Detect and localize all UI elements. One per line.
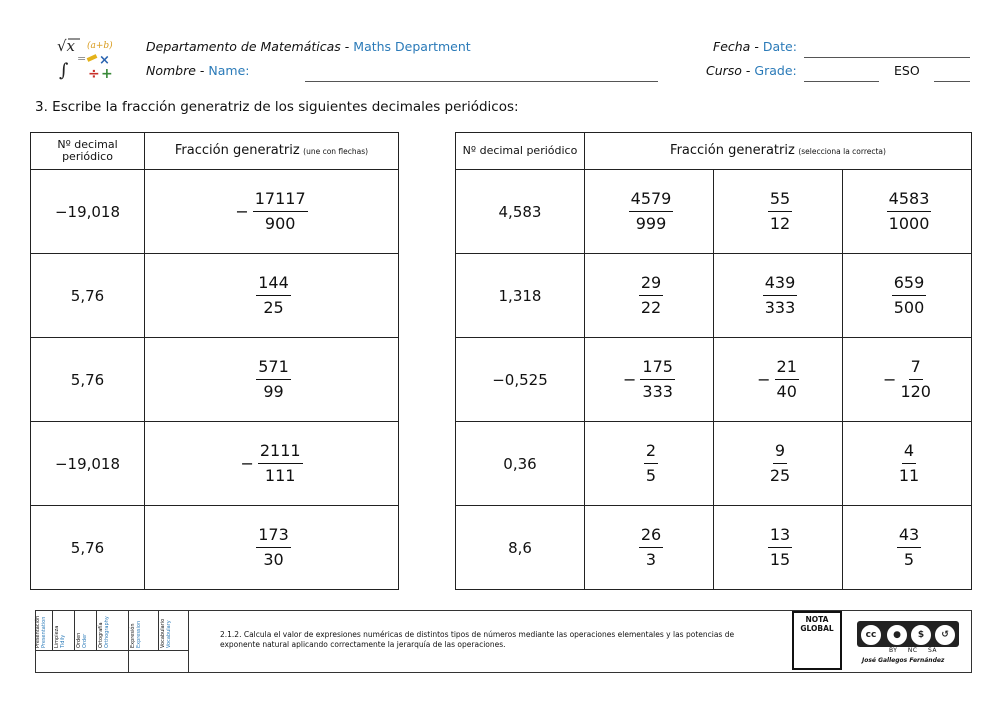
separator: - xyxy=(340,39,354,54)
fraction-numerator: 26 xyxy=(639,526,663,548)
fraction-cell[interactable] xyxy=(145,338,399,422)
department-label-en: Maths Department xyxy=(353,39,471,54)
fraction-denominator: 111 xyxy=(264,466,296,485)
option-cell[interactable] xyxy=(585,338,714,422)
decimal-cell xyxy=(456,338,585,422)
fraction-numerator: 13 xyxy=(768,526,792,548)
date-label: Fecha xyxy=(713,39,751,54)
fraction-denominator: 25 xyxy=(263,298,284,317)
fraction-numerator: 4579 xyxy=(629,190,674,212)
name-label-en: Name: xyxy=(208,63,250,78)
option-cell[interactable] xyxy=(843,254,972,338)
fraction-denominator: 120 xyxy=(900,382,931,401)
option-cell[interactable] xyxy=(714,254,843,338)
fraction-denominator: 12 xyxy=(769,214,791,233)
license-label: BY NC SA xyxy=(889,647,937,654)
decimal-cell xyxy=(456,506,585,590)
decimal-value: −0,525 xyxy=(492,371,548,389)
svg-text:√x: √x xyxy=(57,37,76,55)
name-label: Nombre xyxy=(146,63,196,78)
decimal-value: 5,76 xyxy=(70,539,105,557)
rubric-expression: Expresión Expression xyxy=(128,611,159,650)
fraction-cell[interactable] xyxy=(145,422,399,506)
option-cell[interactable] xyxy=(585,506,714,590)
course-label-en: Grade: xyxy=(754,63,797,78)
separator: - xyxy=(741,63,755,78)
option-cell[interactable] xyxy=(714,170,843,254)
fraction-denominator: 333 xyxy=(642,382,673,401)
fraction-denominator: 5 xyxy=(903,550,915,569)
fraction-numerator: 439 xyxy=(763,274,798,296)
fraction-numerator: 659 xyxy=(892,274,927,296)
option-cell[interactable] xyxy=(585,170,714,254)
course-field[interactable] xyxy=(804,81,879,82)
decimal-value: −19,018 xyxy=(54,455,121,473)
sa-icon: ↺ xyxy=(934,624,956,646)
fraction-denominator: 999 xyxy=(635,214,667,233)
fraction-denominator: 1000 xyxy=(888,214,930,233)
decimal-cell xyxy=(31,254,145,338)
nc-icon: $ xyxy=(910,624,932,646)
math-logo xyxy=(55,36,125,82)
fraction-denominator: 22 xyxy=(640,298,662,317)
fraction-denominator: 500 xyxy=(893,298,925,317)
option-cell[interactable] xyxy=(843,170,972,254)
eso-group-field[interactable] xyxy=(934,81,970,82)
right-col-fraction-header: Fracción generatriz (selecciona la correcta) xyxy=(585,133,972,170)
fraction-denominator: 11 xyxy=(898,466,920,485)
fraction-sign: − xyxy=(623,370,637,389)
fraction-numerator: 144 xyxy=(256,274,291,296)
rubric-orthography: Ortografía Orthography xyxy=(96,611,129,650)
decimal-value: −19,018 xyxy=(54,203,121,221)
right-selection-table xyxy=(455,132,972,590)
svg-text:+: + xyxy=(101,66,113,82)
fraction-sign: − xyxy=(240,454,254,473)
fraction-sign: − xyxy=(883,370,897,389)
rubric-presentation: Presentación Presentation xyxy=(36,611,53,650)
decimal-value: 4,583 xyxy=(498,203,542,221)
course-line xyxy=(706,63,797,78)
fraction-sign: − xyxy=(235,202,249,221)
date-line xyxy=(713,39,797,54)
decimal-cell xyxy=(456,254,585,338)
decimal-cell xyxy=(456,422,585,506)
option-cell[interactable] xyxy=(585,422,714,506)
rubric-order: Orden Order xyxy=(74,611,97,650)
decimal-value: 5,76 xyxy=(70,287,105,305)
global-grade-label: NOTA GLOBAL xyxy=(800,615,834,633)
math-logo-icon xyxy=(55,36,125,82)
decimal-cell xyxy=(31,338,145,422)
svg-text:=: = xyxy=(77,52,87,65)
by-icon: ● xyxy=(886,624,908,646)
fraction-numerator: 21 xyxy=(775,358,799,380)
fraction-numerator: 2 xyxy=(644,442,658,464)
fraction-denominator: 15 xyxy=(769,550,791,569)
fraction-numerator: 43 xyxy=(897,526,921,548)
svg-text:(a+b): (a+b) xyxy=(87,41,113,51)
fraction-numerator: 55 xyxy=(768,190,792,212)
right-col-decimal-header: Nº decimal periódico xyxy=(456,133,585,170)
decimal-value: 0,36 xyxy=(503,455,537,473)
global-grade-box[interactable] xyxy=(792,611,842,670)
svg-text:÷: ÷ xyxy=(88,66,100,82)
fraction-sign: − xyxy=(757,370,771,389)
left-matching-table xyxy=(30,132,399,590)
fraction-cell[interactable] xyxy=(145,254,399,338)
cc-license-badge xyxy=(857,621,959,647)
decimal-value: 8,6 xyxy=(508,539,532,557)
separator: - xyxy=(750,39,763,54)
fraction-denominator: 25 xyxy=(769,466,791,485)
cc-icon: cc xyxy=(860,624,882,646)
department-line xyxy=(146,39,471,54)
fraction-denominator: 900 xyxy=(264,214,296,233)
separator: - xyxy=(195,63,209,78)
decimal-cell xyxy=(31,506,145,590)
decimal-cell xyxy=(456,170,585,254)
fraction-denominator: 40 xyxy=(776,382,797,401)
date-label-en: Date: xyxy=(762,39,797,54)
left-col-fraction-header: Fracción generatriz (une con flechas) xyxy=(145,133,399,170)
fraction-denominator: 99 xyxy=(263,382,284,401)
decimal-value: 1,318 xyxy=(498,287,542,305)
decimal-value: 5,76 xyxy=(70,371,105,389)
fraction-denominator: 5 xyxy=(645,466,657,485)
option-cell[interactable] xyxy=(714,338,843,422)
fraction-cell[interactable] xyxy=(145,170,399,254)
fraction-denominator: 30 xyxy=(263,550,284,569)
option-cell[interactable] xyxy=(843,338,972,422)
fraction-numerator: 4583 xyxy=(887,190,932,212)
rubric-vocabulary: Vocabulario Vocabulary xyxy=(158,611,189,650)
course-label: Curso xyxy=(706,63,742,78)
fraction-numerator: 571 xyxy=(256,358,291,380)
decimal-cell xyxy=(31,422,145,506)
author-name: José Gallegos Fernández xyxy=(862,657,945,664)
fraction-numerator: 2111 xyxy=(258,442,303,464)
department-label: Departamento de Matemáticas xyxy=(146,39,341,54)
option-cell[interactable] xyxy=(843,422,972,506)
svg-text:×: × xyxy=(99,53,110,68)
fraction-numerator: 173 xyxy=(256,526,291,548)
svg-text:∫: ∫ xyxy=(59,60,69,81)
left-col-decimal-header: Nº decimal periódico xyxy=(31,133,145,170)
fraction-numerator: 9 xyxy=(773,442,787,464)
criterion-text: 2.1.2. Calcula el valor de expresiones numéricas de distintos tipos de números mediante las operaciones elementales y las potencias de exponente natural aplicando correctamente la jerarquía de las operaciones. xyxy=(220,630,735,649)
rubric-footer xyxy=(35,610,972,673)
decimal-cell xyxy=(31,170,145,254)
fraction-numerator: 175 xyxy=(640,358,675,380)
rubric-tidiness: Limpieza Tidily xyxy=(52,611,75,650)
option-cell[interactable] xyxy=(714,506,843,590)
fraction-numerator: 29 xyxy=(639,274,663,296)
fraction-cell[interactable] xyxy=(145,506,399,590)
fraction-denominator: 3 xyxy=(645,550,657,569)
fraction-numerator: 4 xyxy=(902,442,916,464)
fraction-numerator: 7 xyxy=(909,358,923,380)
date-field[interactable] xyxy=(804,57,970,58)
option-cell[interactable] xyxy=(585,254,714,338)
eso-label: ESO xyxy=(894,63,920,78)
option-cell[interactable] xyxy=(843,506,972,590)
option-cell[interactable] xyxy=(714,422,843,506)
name-field[interactable] xyxy=(305,81,658,82)
name-line xyxy=(146,63,250,78)
fraction-numerator: 17117 xyxy=(253,190,308,212)
exercise-title: 3. Escribe la fracción generatriz de los siguientes decimales periódicos: xyxy=(35,99,519,115)
fraction-denominator: 333 xyxy=(764,298,796,317)
